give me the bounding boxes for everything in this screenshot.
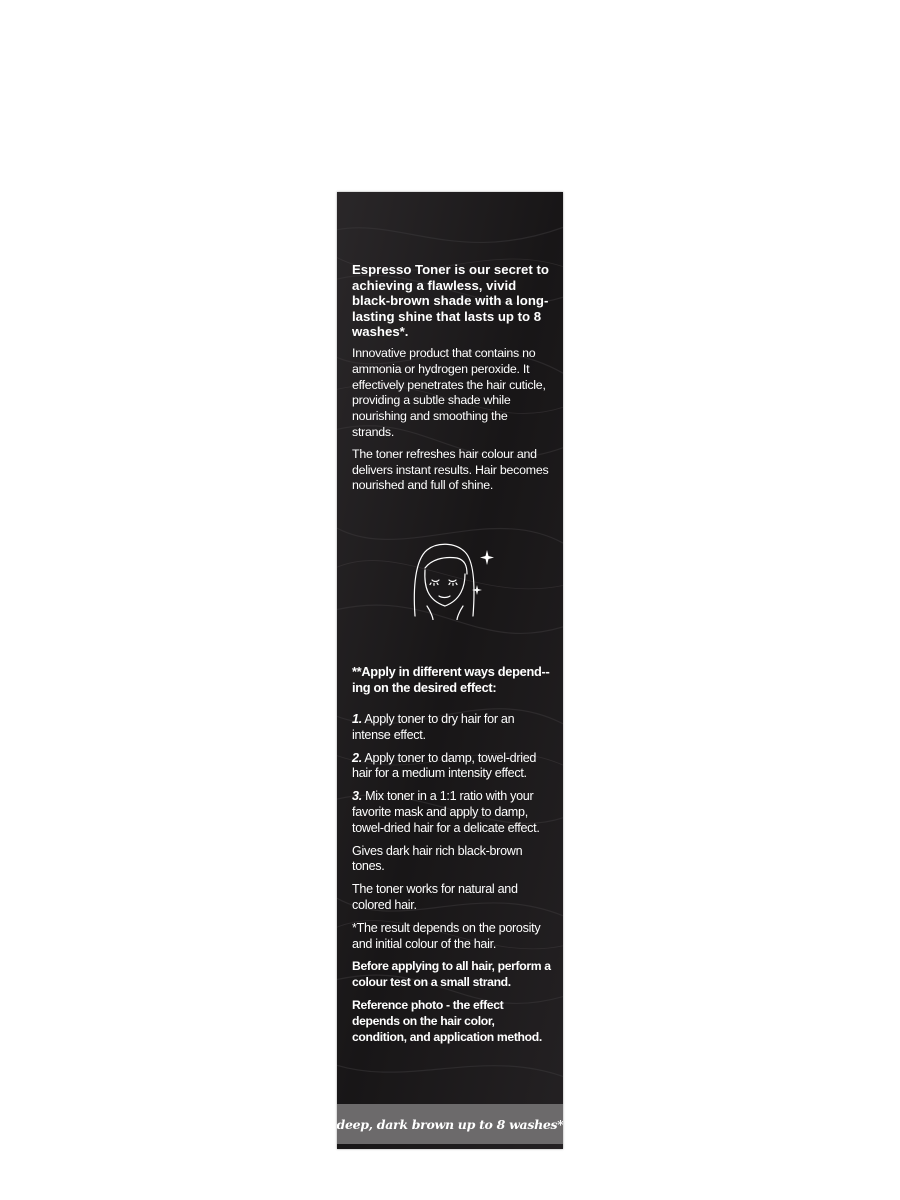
- woman-face-sparkle-icon: [407, 538, 497, 620]
- application-step: [352, 789, 552, 836]
- product-box-side-panel: [337, 192, 563, 1149]
- step-number: 1.: [352, 712, 362, 726]
- step-text: Mix toner in a 1:1 ratio with your favorite mask and apply to damp, towel-dried hair for a delicate effect.: [352, 789, 540, 835]
- step-text: Apply toner to damp, towel-dried hair for a medium intensity effect.: [352, 750, 537, 781]
- step-number: 2.: [352, 750, 362, 765]
- description-paragraph: Innovative product that contains no ammonia or hydrogen peroxide. It effectively penetrates the hair cuticle, providing a subtle shade while nourishing and smoothing the strands.: [352, 345, 546, 439]
- warning-paragraph: Before applying to all hair, perform a colour test on a small strand.: [352, 959, 551, 990]
- note-paragraph: *The result depends on the porosity and initial colour of the hair.: [352, 920, 541, 951]
- step-text: Apply toner to dry hair for an intense effect.: [352, 712, 515, 742]
- application-instructions: [352, 664, 552, 1052]
- slogan-text: deep, dark brown up to 8 washes*: [337, 1116, 563, 1132]
- application-step: [352, 751, 552, 783]
- step-number: 3.: [352, 789, 362, 804]
- application-step: [352, 712, 552, 744]
- description-paragraph: The toner refreshes hair colour and delivers instant results. Hair becomes nourished and full of shine.: [352, 446, 549, 493]
- note-paragraph: The toner works for natural and colored hair.: [352, 882, 518, 912]
- description-block: [352, 262, 552, 500]
- application-heading: **Apply in different ways depend--ing on the desired effect:: [352, 664, 550, 695]
- warning-paragraph: Reference photo - the effect depends on the hair color, condition, and application method.: [352, 997, 542, 1044]
- product-headline: Espresso Toner is our secret to achieving a flawless, vivid black-brown shade with a long-lasting shine that lasts up to 8 washes*.: [352, 262, 549, 340]
- note-paragraph: Gives dark hair rich black-brown tones.: [352, 843, 523, 874]
- slogan-band: [337, 1104, 563, 1144]
